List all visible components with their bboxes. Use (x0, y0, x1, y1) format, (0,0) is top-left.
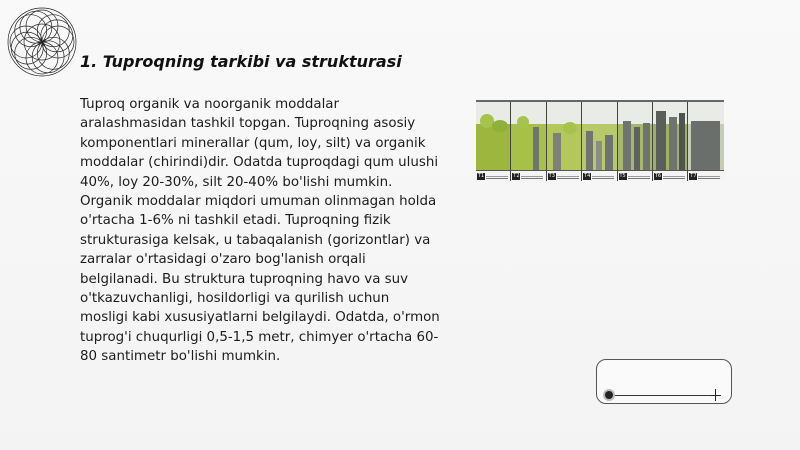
panel-number: T6 (654, 173, 662, 179)
media-slider-control[interactable] (596, 359, 732, 404)
strip-panel (582, 102, 617, 181)
slider-knob[interactable] (605, 391, 613, 399)
panel-number: T1 (477, 173, 485, 179)
strip-panel (511, 102, 546, 181)
interlaced-circles-logo-icon (5, 5, 79, 79)
body-paragraph: Tuproq organik va noorganik moddalar aralashmasidan tashkil topgan. Tuproqning asosiy komponentlari minerallar (qum, loy, silt) va organik moddalar (chirindi)dir. Odatda tuproqdagi qum ulushi 40%, loy 20-30%, silt 20-40% bo'lishi mumkin. Organik moddalar miqdori umuman olinmagan holda o'rtacha 1-6% ni tashkil etadi. Tuproqning fizik strukturasiga kelsak, u tabaqalanish (gorizontlar) va zarralar o'rtasidagi o'zaro bog'lanish orqali belgilanadi. Bu struktura tuproqning havo va suv o'tkazuvchanligi, hosildorligi va qurilish uchun mosligi kabi xususiyatlarni belgilaydi. Odatda, o'rmon tuprog'i chuqurligi 0,5-1,5 metr, chimyer o'rtacha 60-80 santimetr bo'lishi mumkin. (80, 97, 440, 365)
panel-number: T3 (548, 173, 555, 179)
panel-number: T7 (690, 173, 697, 179)
landscape-image-strip (476, 102, 724, 181)
slider-end-mark (711, 395, 720, 396)
panel-number: T4 (584, 173, 591, 179)
panel-number: T5 (619, 173, 626, 179)
slide-title: 1. Tuproqning tarkibi va strukturasi (80, 52, 402, 71)
panel-field (476, 124, 510, 171)
slider-track[interactable] (609, 395, 721, 396)
strip-panel (476, 102, 511, 181)
panel-number: T2 (513, 173, 520, 179)
strip-panel (547, 102, 582, 181)
panel-field (511, 124, 545, 171)
strip-panel (618, 102, 653, 181)
strip-panel (653, 102, 688, 181)
strip-panel (688, 102, 724, 181)
